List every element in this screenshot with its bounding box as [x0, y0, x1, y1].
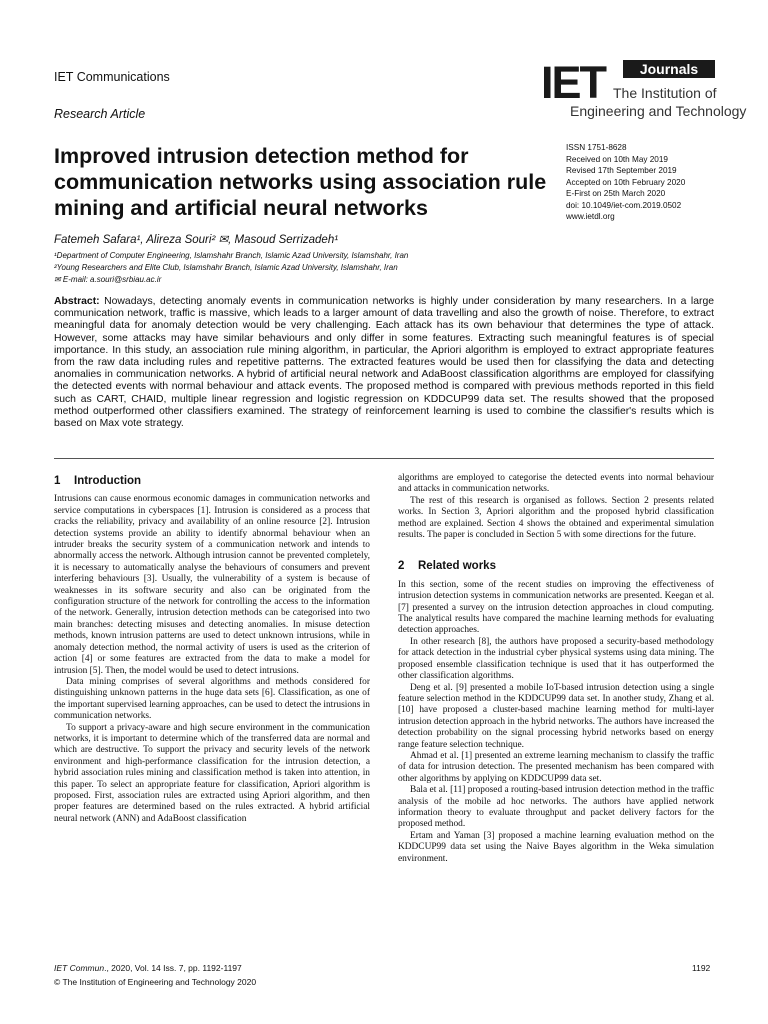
abstract-text: Nowadays, detecting anomaly events in communication networks is highly under consideration by many researchers. In a large communication network, traffic is massive, which leads to a larger amount of data travelling and also the growth of noise. Therefore, to extract meaningful data for anomaly detection would be very challenging. Each attack has its own behaviour that determines the type of attack. However, some attacks may have similar behaviours and only differ in some features. Extracting such meaningful features is of special importance. In this study, an association rule mining algorithm, in particular, the Apriori algorithm is employed to extract appropriate features from the raw data including rules and repetitive patterns. The extracted features would be used then for classifying the data and detecting anomalies in communication networks. A hybrid of artificial neural network and AdaBoost classification algorithms are employed for classifying the detected events with normal behaviour and attack events. The proposed method is compared with previous methods reported in this field such as CART, CHAID, multiple linear regression and logistic regression on KDDCUP99 data set. The results showed that the proposed method outperformed other classifiers examined. The strategy of reinforcement learning is used to combine the classifier's results which is based on Max vote strategy.: [54, 296, 714, 430]
paragraph: To support a privacy-aware and high secure environment in the communication networks, it is important to determine which of the transferred data are normal and which are destructive. To support the privacy and security levels of the network environment and high-performance classification for the intrusion detection, a hybrid association rules mining and classification method is taken into attention, in this paper. To select an appropriate feature for classification, Apriori algorithm is proposed. First, association rules are extracted using Apriori algorithm, and then proper features are determined based on the rules extracted. A hybrid artificial neural network (ANN) and AdaBoost classification: [54, 722, 370, 824]
left-column: [54, 476, 370, 825]
paragraph: Ahmad et al. [1] presented an extreme learning mechanism to classify the traffic of data for intrusion detection. The presented mechanism has been compared with other algorithms by applying on KDDCUP99 data set.: [398, 750, 714, 784]
journals-label: Journals: [623, 60, 715, 78]
paragraph: In other research [8], the authors have proposed a security-based methodology for attack detection in the industrial cyber physical systems using data mining. The proposed ensemble classification technique is used that it has outperformed the other classification algorithms.: [398, 636, 714, 682]
article-metadata: [566, 142, 746, 223]
corresponding-email[interactable]: ✉ E-mail: a.souri@srbiau.ac.ir: [54, 275, 162, 284]
institution-name-line2: Engineering and Technology: [570, 103, 747, 119]
page-number: 1192: [692, 963, 711, 973]
abstract-divider: [54, 458, 714, 459]
paragraph: Data mining comprises of several algorithms and methods considered for distinguishing unknown patterns in the huge data sets [6]. Classification, as one of the important supervised learning approaches, can be used to detect the intrusions in communication networks.: [54, 676, 370, 722]
efirst-date: E-First on 25th March 2020: [566, 189, 666, 198]
affiliation-2: ²Young Researchers and Elite Club, Islamshahr Branch, Islamic Azad University, Islamshahr, Iran: [54, 263, 398, 272]
doi[interactable]: doi: 10.1049/iet-com.2019.0502: [566, 200, 682, 210]
paragraph: Bala et al. [11] proposed a routing-based intrusion detection method in the traffic analysis of the mobile ad hoc networks. The authors have applied network information theory to evaluate throughput and packet delivery factors for the proposed method.: [398, 785, 714, 830]
paper-title: Improved intrusion detection method for communication networks using association rule mining and artificial neural networks: [54, 144, 547, 220]
section-number: 2: [398, 560, 405, 573]
paragraph: Deng et al. [9] presented a mobile IoT-based intrusion detection using a single feature selection method in the KDDCUP99 data set. In another study, Zhang et al. [10] have proposed a cluster-based machine learning method for multi-layer intrusion detection approach in the hybrid networks. The authors have increased the detection probability on the signal processing hybrid networks based on energy range feature selection technique.: [398, 682, 714, 750]
section-number: 1: [54, 475, 61, 487]
accepted-date: Accepted on 10th February 2020: [566, 177, 686, 187]
revised-date: Revised 17th September 2019: [566, 166, 677, 175]
paragraph: algorithms are employed to categorise the detected events into normal behaviour and attacks in communication networks.: [398, 473, 714, 495]
section-title: Introduction: [74, 475, 142, 487]
abstract: [54, 296, 714, 430]
footer-citation: [54, 963, 242, 973]
section-title: Related works: [418, 560, 496, 573]
author-list: Fatemeh Safara¹, Alireza Souri² ✉, Masoud Serrizadeh¹: [54, 234, 339, 246]
right-column: [398, 473, 714, 865]
paragraph: Intrusions can cause enormous economic damages in communication networks and service computations in cyberspaces [1]. Intrusion is considered as a process that cracks the reliability, privacy and availability of an online resource [2]. Intrusion detection systems provide an ability to identify abnormal behaviour when an intruder breaks the security system of a communication network and intends to abnormally access the network. Although intrusion cannot be prevented completely, it is necessary to automatically analyse the behaviours of consumers and prevent interfering behaviours [3]. Usually, the vulnerability of a system is because of weaknesses in its software security and also can be originated from the configuration structure of the network for controlling the access to the information of the network. Generally, intrusion detection methods can be categorised into two main branches: detecting misuses and detecting anomalies. In misuse detection methods, known intrusion patterns are used to detect unknown intrusions, while in anomaly detection method, the normal activity of users is used as the criterion of action [4] or some features are extracted from the data to make a model for intrusion [5]. Then, the model would be used to detect intrusions.: [54, 494, 370, 676]
paragraph: In this section, some of the recent studies on improving the effectiveness of intrusion detection systems in communication networks are presented. Keegan et al. [7] presented a survey on the intrusion detection approaches in cloud computing. The analytical results have compared the machine learning methods for evaluating detection approaches.: [398, 579, 714, 636]
affiliation-1: ¹Department of Computer Engineering, Islamshahr Branch, Islamic Azad University, Islamshahr, Iran: [54, 251, 409, 260]
footer-copyright: © The Institution of Engineering and Technology 2020: [54, 977, 257, 987]
footer-citation-details: ., 2020, Vol. 14 Iss. 7, pp. 1192-1197: [104, 963, 242, 973]
paragraph: The rest of this research is organised as follows. Section 2 presents related works. In Section 3, Apriori algorithm and the proposed hybrid classification method are explained. Section 4 shows the obtained and experimental simulation results. The paper is concluded in Section 5 with some directions for the future.: [398, 495, 714, 541]
issn: ISSN 1751-8628: [566, 143, 627, 152]
iet-logo-mark: IET: [541, 57, 606, 108]
journal-url[interactable]: www.ietdl.org: [566, 212, 615, 221]
abstract-label: Abstract:: [54, 296, 100, 307]
article-type: Research Article: [54, 107, 146, 121]
iet-logo: [541, 57, 747, 122]
section-heading-introduction: [54, 476, 370, 487]
footer-journal-abbr: IET Commun: [54, 963, 105, 973]
paragraph: Ertam and Yaman [3] proposed a machine learning evaluation method on the KDDCUP99 data set using the Naive Bayes algorithm in the Weka simulation environment.: [398, 830, 714, 864]
journal-name: IET Communications: [54, 70, 170, 84]
institution-name-line1: The Institution of: [613, 85, 717, 101]
section-heading-related-works: [398, 561, 714, 572]
received-date: Received on 10th May 2019: [566, 154, 668, 164]
